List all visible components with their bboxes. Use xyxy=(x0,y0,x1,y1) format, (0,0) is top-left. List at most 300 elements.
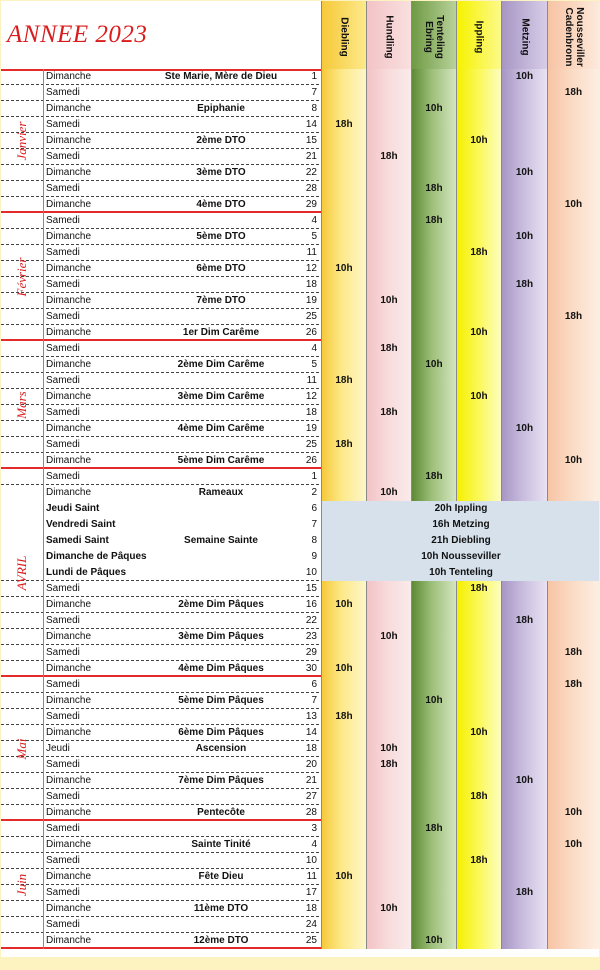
mass-time-hundling xyxy=(366,117,411,133)
date-number: 7 xyxy=(311,87,317,98)
mass-time-nousseviller xyxy=(547,421,599,437)
date-number: 18 xyxy=(305,279,317,290)
table-row xyxy=(1,805,599,821)
mass-time-hundling xyxy=(366,69,411,85)
mass-time-diebling xyxy=(321,645,366,661)
table-row xyxy=(1,197,599,213)
mass-time-tenteling xyxy=(411,245,456,261)
table-row xyxy=(1,165,599,181)
mass-time-tenteling xyxy=(411,85,456,101)
mass-time-diebling: 10h xyxy=(321,661,366,677)
date-number: 27 xyxy=(305,791,317,802)
month-label: Mars xyxy=(14,391,29,419)
mass-time-nousseviller xyxy=(547,613,599,629)
column-label-line: Diebling xyxy=(338,17,350,57)
table-row xyxy=(1,453,599,469)
mass-time-nousseviller: 18h xyxy=(547,85,599,101)
mass-time-diebling xyxy=(321,485,366,501)
mass-time-metzing xyxy=(501,933,547,949)
celebration: 5ème Dim Pâques xyxy=(178,695,264,706)
table-row xyxy=(1,821,599,837)
day-name: Samedi xyxy=(46,919,80,930)
celebration: 5ème DTO xyxy=(196,231,246,242)
mass-time-ippling xyxy=(456,709,501,725)
table-row xyxy=(1,181,599,197)
mass-time-nousseviller xyxy=(547,405,599,421)
table-row xyxy=(1,133,599,149)
mass-time-metzing xyxy=(501,357,547,373)
day-name: Samedi Saint xyxy=(46,535,109,546)
mass-time-hundling xyxy=(366,661,411,677)
month-label: Juin xyxy=(14,873,29,897)
mass-time-tenteling xyxy=(411,341,456,357)
table-row xyxy=(1,229,599,245)
column-header-nousseviller xyxy=(547,1,599,69)
mass-time-ippling xyxy=(456,309,501,325)
day-name: Dimanche xyxy=(46,455,92,466)
table-row xyxy=(1,245,599,261)
mass-time-hundling xyxy=(366,181,411,197)
table-row xyxy=(1,741,599,757)
date-number: 12 xyxy=(305,263,317,274)
mass-time-hundling xyxy=(366,197,411,213)
mass-time-tenteling: 10h xyxy=(411,357,456,373)
mass-time-tenteling xyxy=(411,421,456,437)
day-name: Dimanche xyxy=(46,71,92,82)
mass-time-tenteling: 10h xyxy=(411,101,456,117)
mass-time-hundling xyxy=(366,245,411,261)
day-name: Dimanche xyxy=(46,775,92,786)
mass-time-ippling xyxy=(456,629,501,645)
mass-time-metzing xyxy=(501,213,547,229)
mass-time-tenteling xyxy=(411,853,456,869)
schedule-sheet xyxy=(1,1,599,957)
mass-time-metzing xyxy=(501,293,547,309)
mass-time-tenteling xyxy=(411,261,456,277)
mass-time-diebling xyxy=(321,421,366,437)
mass-time-tenteling xyxy=(411,805,456,821)
date-number: 14 xyxy=(305,119,317,130)
celebration: Fête Dieu xyxy=(198,871,244,882)
celebration: Ste Marie, Mère de Dieu xyxy=(164,71,278,82)
table-row xyxy=(1,645,599,661)
mass-time-hundling xyxy=(366,133,411,149)
mass-time-diebling xyxy=(321,933,366,949)
mass-time-tenteling xyxy=(411,661,456,677)
mass-time-ippling xyxy=(456,277,501,293)
mass-time-tenteling xyxy=(411,629,456,645)
mass-time-tenteling xyxy=(411,613,456,629)
mass-time-ippling xyxy=(456,805,501,821)
mass-time-diebling xyxy=(321,245,366,261)
column-header-diebling xyxy=(321,1,366,69)
mass-time-ippling xyxy=(456,933,501,949)
mass-time-ippling xyxy=(456,741,501,757)
mass-time-nousseviller xyxy=(547,853,599,869)
holy-week-mass: 16h Metzing xyxy=(432,519,490,530)
month-block xyxy=(1,341,44,469)
mass-time-metzing xyxy=(501,117,547,133)
table-row xyxy=(1,309,599,325)
mass-time-tenteling: 18h xyxy=(411,821,456,837)
table-row xyxy=(1,837,599,853)
mass-time-metzing xyxy=(501,245,547,261)
mass-time-metzing xyxy=(501,597,547,613)
mass-time-metzing xyxy=(501,645,547,661)
date-number: 2 xyxy=(311,487,317,498)
mass-time-hundling xyxy=(366,693,411,709)
mass-time-metzing: 18h xyxy=(501,277,547,293)
mass-time-diebling xyxy=(321,453,366,469)
day-name: Dimanche xyxy=(46,263,92,274)
date-number: 18 xyxy=(305,407,317,418)
column-header-metzing xyxy=(501,1,547,69)
mass-time-nousseviller: 10h xyxy=(547,837,599,853)
mass-time-tenteling xyxy=(411,581,456,597)
date-number: 8 xyxy=(311,103,317,114)
mass-time-metzing xyxy=(501,437,547,453)
table-row xyxy=(1,597,599,613)
celebration: 3ème DTO xyxy=(196,167,246,178)
celebration: 2ème Dim Pâques xyxy=(178,599,264,610)
mass-time-diebling xyxy=(321,629,366,645)
mass-time-metzing xyxy=(501,469,547,485)
mass-time-tenteling xyxy=(411,373,456,389)
mass-time-hundling xyxy=(366,853,411,869)
table-row xyxy=(1,853,599,869)
date-number: 22 xyxy=(305,167,317,178)
mass-time-hundling: 18h xyxy=(366,757,411,773)
mass-time-hundling xyxy=(366,309,411,325)
mass-time-hundling: 10h xyxy=(366,629,411,645)
day-name: Vendredi Saint xyxy=(46,519,116,530)
date-number: 5 xyxy=(311,231,317,242)
table-row xyxy=(1,709,599,725)
celebration: 4ème Dim Pâques xyxy=(178,663,264,674)
mass-time-metzing: 10h xyxy=(501,69,547,85)
month-block xyxy=(1,69,44,213)
mass-time-ippling: 10h xyxy=(456,133,501,149)
mass-time-metzing xyxy=(501,789,547,805)
mass-time-diebling: 10h xyxy=(321,869,366,885)
celebration: 6ème Dim Pâques xyxy=(178,727,264,738)
day-name: Samedi xyxy=(46,823,80,834)
table-row xyxy=(1,117,599,133)
table-row xyxy=(1,469,599,485)
month-block xyxy=(1,469,44,677)
date-number: 11 xyxy=(306,871,317,882)
day-name: Samedi xyxy=(46,439,80,450)
mass-time-tenteling xyxy=(411,229,456,245)
mass-time-hundling xyxy=(366,917,411,933)
mass-time-metzing xyxy=(501,133,547,149)
day-name: Dimanche xyxy=(46,903,92,914)
mass-time-tenteling xyxy=(411,485,456,501)
day-name: Samedi xyxy=(46,119,80,130)
celebration: 3ème Dim Carême xyxy=(177,391,265,402)
day-name: Jeudi xyxy=(46,743,70,754)
date-number: 15 xyxy=(305,135,317,146)
mass-time-diebling xyxy=(321,725,366,741)
mass-time-diebling xyxy=(321,181,366,197)
mass-time-diebling xyxy=(321,581,366,597)
mass-time-diebling xyxy=(321,69,366,85)
celebration: 11ème DTO xyxy=(193,903,249,914)
mass-time-diebling xyxy=(321,309,366,325)
mass-time-diebling xyxy=(321,853,366,869)
mass-time-tenteling xyxy=(411,869,456,885)
mass-time-hundling xyxy=(366,725,411,741)
mass-time-hundling xyxy=(366,837,411,853)
mass-time-tenteling xyxy=(411,741,456,757)
mass-time-nousseviller xyxy=(547,117,599,133)
mass-time-ippling xyxy=(456,357,501,373)
mass-time-tenteling xyxy=(411,645,456,661)
mass-time-tenteling: 18h xyxy=(411,213,456,229)
mass-time-hundling xyxy=(366,213,411,229)
mass-time-hundling xyxy=(366,645,411,661)
mass-time-diebling xyxy=(321,389,366,405)
date-number: 21 xyxy=(305,151,317,162)
mass-time-tenteling: 10h xyxy=(411,933,456,949)
mass-time-hundling xyxy=(366,933,411,949)
mass-time-diebling xyxy=(321,885,366,901)
mass-time-diebling xyxy=(321,613,366,629)
day-name: Dimanche xyxy=(46,103,92,114)
mass-time-tenteling xyxy=(411,677,456,693)
celebration: 2ème Dim Carême xyxy=(177,359,265,370)
celebration: 12ème DTO xyxy=(193,935,249,946)
table-row xyxy=(1,629,599,645)
mass-time-metzing xyxy=(501,693,547,709)
mass-time-nousseviller xyxy=(547,373,599,389)
mass-time-nousseviller xyxy=(547,437,599,453)
mass-time-nousseviller: 10h xyxy=(547,453,599,469)
mass-time-metzing xyxy=(501,101,547,117)
day-name: Dimanche xyxy=(46,631,92,642)
mass-time-ippling xyxy=(456,773,501,789)
mass-time-tenteling xyxy=(411,405,456,421)
table-row xyxy=(1,341,599,357)
day-name: Dimanche xyxy=(46,695,92,706)
mass-time-nousseviller xyxy=(547,213,599,229)
mass-time-hundling xyxy=(366,773,411,789)
mass-time-metzing xyxy=(501,341,547,357)
date-number: 4 xyxy=(311,215,317,226)
mass-time-ippling xyxy=(456,149,501,165)
holy-week-mass: 21h Diebling xyxy=(431,535,491,546)
date-number: 7 xyxy=(311,519,317,530)
mass-time-nousseviller xyxy=(547,933,599,949)
mass-time-tenteling xyxy=(411,69,456,85)
mass-time-tenteling xyxy=(411,293,456,309)
date-number: 7 xyxy=(311,695,317,706)
mass-time-hundling xyxy=(366,165,411,181)
celebration: 6ème DTO xyxy=(196,263,246,274)
mass-time-ippling: 18h xyxy=(456,789,501,805)
table-row xyxy=(1,725,599,741)
column-label-nousseviller xyxy=(563,7,585,66)
date-number: 6 xyxy=(311,679,317,690)
mass-time-hundling xyxy=(366,229,411,245)
mass-time-tenteling xyxy=(411,117,456,133)
mass-time-metzing xyxy=(501,325,547,341)
mass-time-ippling xyxy=(456,261,501,277)
mass-time-nousseviller xyxy=(547,757,599,773)
mass-time-nousseviller xyxy=(547,581,599,597)
mass-time-metzing xyxy=(501,661,547,677)
mass-time-tenteling xyxy=(411,885,456,901)
mass-time-nousseviller: 10h xyxy=(547,197,599,213)
mass-time-metzing: 10h xyxy=(501,421,547,437)
mass-time-diebling: 10h xyxy=(321,597,366,613)
date-number: 26 xyxy=(305,327,317,338)
date-number: 18 xyxy=(305,743,317,754)
table-row xyxy=(1,885,599,901)
mass-time-diebling xyxy=(321,757,366,773)
column-label-line: Cadenbronn xyxy=(562,7,574,67)
column-label-line: Ebring xyxy=(423,21,434,53)
semaine-sainte-label: Semaine Sainte xyxy=(184,535,258,546)
mass-time-ippling xyxy=(456,901,501,917)
column-label-tenteling xyxy=(423,15,445,59)
date-number: 25 xyxy=(305,439,317,450)
date-number: 23 xyxy=(305,631,317,642)
mass-time-diebling xyxy=(321,821,366,837)
day-name: Dimanche xyxy=(46,487,92,498)
day-name: Samedi xyxy=(46,87,80,98)
date-number: 10 xyxy=(305,567,317,578)
celebration: Pentecôte xyxy=(197,807,245,818)
table-row xyxy=(1,869,599,885)
mass-time-metzing xyxy=(501,629,547,645)
mass-time-ippling xyxy=(456,693,501,709)
date-number: 12 xyxy=(305,391,317,402)
mass-time-ippling xyxy=(456,341,501,357)
day-name: Samedi xyxy=(46,247,80,258)
table-row xyxy=(1,261,599,277)
day-name: Dimanche xyxy=(46,839,92,850)
mass-time-diebling: 18h xyxy=(321,709,366,725)
mass-time-ippling xyxy=(456,821,501,837)
date-number: 16 xyxy=(305,599,317,610)
mass-time-ippling xyxy=(456,837,501,853)
mass-time-tenteling xyxy=(411,149,456,165)
date-number: 4 xyxy=(311,839,317,850)
day-name: Dimanche xyxy=(46,663,92,674)
column-label-line: Metzing xyxy=(519,18,530,56)
date-number: 21 xyxy=(305,775,317,786)
mass-time-nousseviller xyxy=(547,485,599,501)
mass-time-tenteling xyxy=(411,789,456,805)
mass-time-diebling xyxy=(321,677,366,693)
mass-time-metzing: 18h xyxy=(501,885,547,901)
day-name: Samedi xyxy=(46,855,80,866)
mass-time-ippling xyxy=(456,373,501,389)
mass-time-metzing xyxy=(501,805,547,821)
day-name: Samedi xyxy=(46,887,80,898)
mass-time-nousseviller xyxy=(547,629,599,645)
date-number: 19 xyxy=(305,295,317,306)
date-number: 29 xyxy=(305,647,317,658)
mass-time-nousseviller xyxy=(547,693,599,709)
mass-time-ippling xyxy=(456,117,501,133)
mass-time-ippling: 10h xyxy=(456,725,501,741)
mass-time-ippling xyxy=(456,165,501,181)
mass-time-metzing xyxy=(501,917,547,933)
table-row xyxy=(1,757,599,773)
mass-time-metzing: 10h xyxy=(501,165,547,181)
mass-time-diebling xyxy=(321,325,366,341)
mass-time-nousseviller: 18h xyxy=(547,677,599,693)
table-row xyxy=(1,933,599,949)
date-number: 25 xyxy=(305,935,317,946)
mass-time-diebling xyxy=(321,693,366,709)
mass-time-nousseviller xyxy=(547,357,599,373)
mass-time-ippling: 10h xyxy=(456,389,501,405)
mass-time-hundling xyxy=(366,597,411,613)
column-label-metzing xyxy=(519,18,530,55)
mass-time-tenteling xyxy=(411,901,456,917)
day-name: Samedi xyxy=(46,343,80,354)
mass-time-tenteling xyxy=(411,453,456,469)
mass-time-metzing xyxy=(501,197,547,213)
table-row xyxy=(1,421,599,437)
mass-time-metzing xyxy=(501,853,547,869)
day-name: Dimanche xyxy=(46,423,92,434)
mass-time-tenteling xyxy=(411,165,456,181)
mass-time-tenteling: 18h xyxy=(411,181,456,197)
date-number: 8 xyxy=(311,535,317,546)
holy-week-mass: 20h Ippling xyxy=(434,503,488,514)
mass-time-tenteling xyxy=(411,277,456,293)
mass-time-nousseviller xyxy=(547,149,599,165)
holy-week-mass: 10h Nousseviller xyxy=(421,551,501,562)
table-row xyxy=(1,69,599,85)
day-name: Samedi xyxy=(46,647,80,658)
mass-time-hundling xyxy=(366,421,411,437)
day-name: Samedi xyxy=(46,759,80,770)
mass-time-ippling xyxy=(456,869,501,885)
mass-time-hundling: 18h xyxy=(366,405,411,421)
date-number: 1 xyxy=(311,471,317,482)
table-row xyxy=(1,293,599,309)
mass-time-ippling xyxy=(456,661,501,677)
date-number: 25 xyxy=(305,311,317,322)
table-row xyxy=(1,693,599,709)
mass-time-metzing xyxy=(501,869,547,885)
mass-time-diebling xyxy=(321,469,366,485)
date-number: 6 xyxy=(311,503,317,514)
celebration: 5ème Dim Carême xyxy=(177,455,265,466)
column-label-line: Tenteling xyxy=(434,15,445,59)
celebration: 1er Dim Carême xyxy=(182,327,260,338)
date-number: 26 xyxy=(305,455,317,466)
date-number: 5 xyxy=(311,359,317,370)
day-name: Jeudi Saint xyxy=(46,503,100,514)
mass-time-metzing xyxy=(501,837,547,853)
mass-time-diebling xyxy=(321,277,366,293)
mass-time-nousseviller xyxy=(547,885,599,901)
celebration: Ascension xyxy=(195,743,247,754)
mass-time-nousseviller xyxy=(547,341,599,357)
mass-time-hundling: 10h xyxy=(366,741,411,757)
mass-time-nousseviller xyxy=(547,245,599,261)
mass-time-ippling xyxy=(456,597,501,613)
table-row xyxy=(1,149,599,165)
page-title: ANNEE 2023 xyxy=(7,21,148,48)
mass-time-hundling xyxy=(366,709,411,725)
